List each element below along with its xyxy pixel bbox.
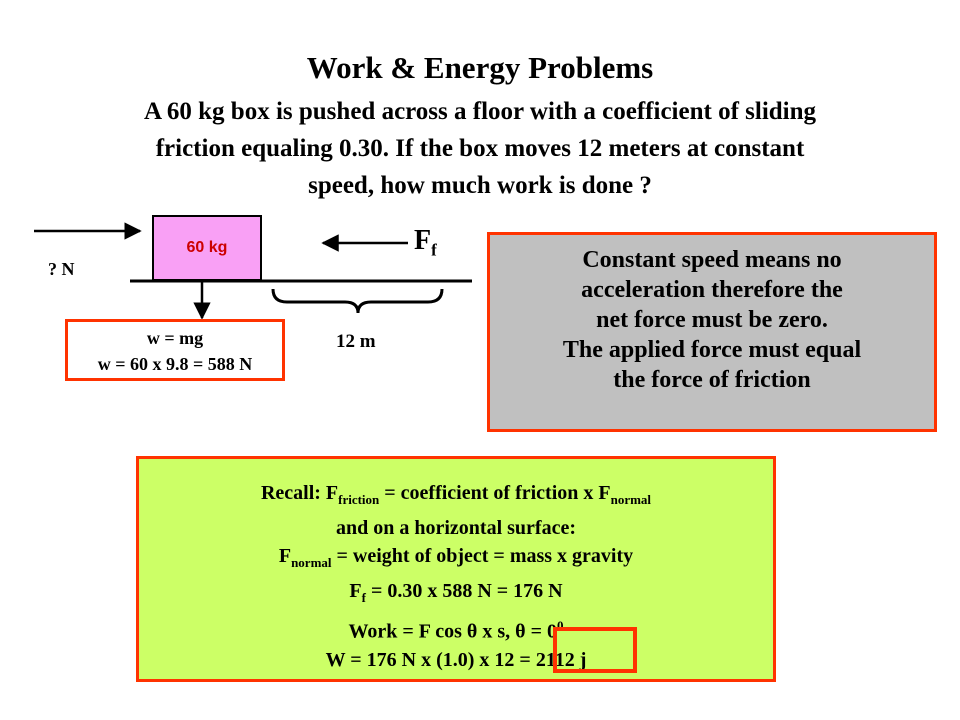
note-line-2: acceleration therefore the xyxy=(581,277,843,303)
note-line-1: Constant speed means no xyxy=(582,247,842,273)
recall-line-5: Work = F cos θ x s, $\theta = 0^0$ xyxy=(348,618,564,643)
problem-line-3: speed, how much work is done ? xyxy=(308,172,652,199)
recall-line-2: and on a horizontal surface: xyxy=(336,517,576,539)
problem-line-1: A 60 kg box is pushed across a floor with a coefficient of sliding xyxy=(143,98,817,125)
weight-formula: w = mg xyxy=(146,328,204,348)
note-line-5: the force of friction xyxy=(613,367,811,393)
recall-line-6: W = 176 N x (1.0) x 12 = 2112 j xyxy=(325,648,587,671)
weight-calculation-box xyxy=(65,319,285,381)
friction-force-label: $F_f$ xyxy=(414,225,437,260)
answer-highlight-box xyxy=(553,627,637,673)
note-line-4: The applied force must equal xyxy=(562,337,862,363)
distance-brace xyxy=(273,289,442,313)
recall-line-3: $F_{normal}$ = weight of object = mass x gravity xyxy=(278,545,634,570)
recall-solution-box xyxy=(136,456,776,682)
weight-value: w = 60 x 9.8 = 588 N xyxy=(97,354,253,374)
slide-title: Work & Energy Problems xyxy=(306,50,654,85)
note-line-3: net force must be zero. xyxy=(596,307,828,333)
problem-line-2: friction equaling 0.30. If the box moves 12 meters at constant xyxy=(155,135,805,162)
box-60kg: 60 kg xyxy=(152,215,262,281)
constant-speed-note xyxy=(487,232,937,432)
recall-line-1: Recall: $F_{friction}$ = coefficient of friction x $F_{normal}$ xyxy=(260,482,652,507)
applied-force-label: ? N xyxy=(48,259,75,279)
distance-label: 12 m xyxy=(336,331,376,352)
final-answer: 2112 j xyxy=(535,648,587,671)
recall-line-4: $F_f = 0.30$ x 588 N = 176 N xyxy=(349,580,563,605)
